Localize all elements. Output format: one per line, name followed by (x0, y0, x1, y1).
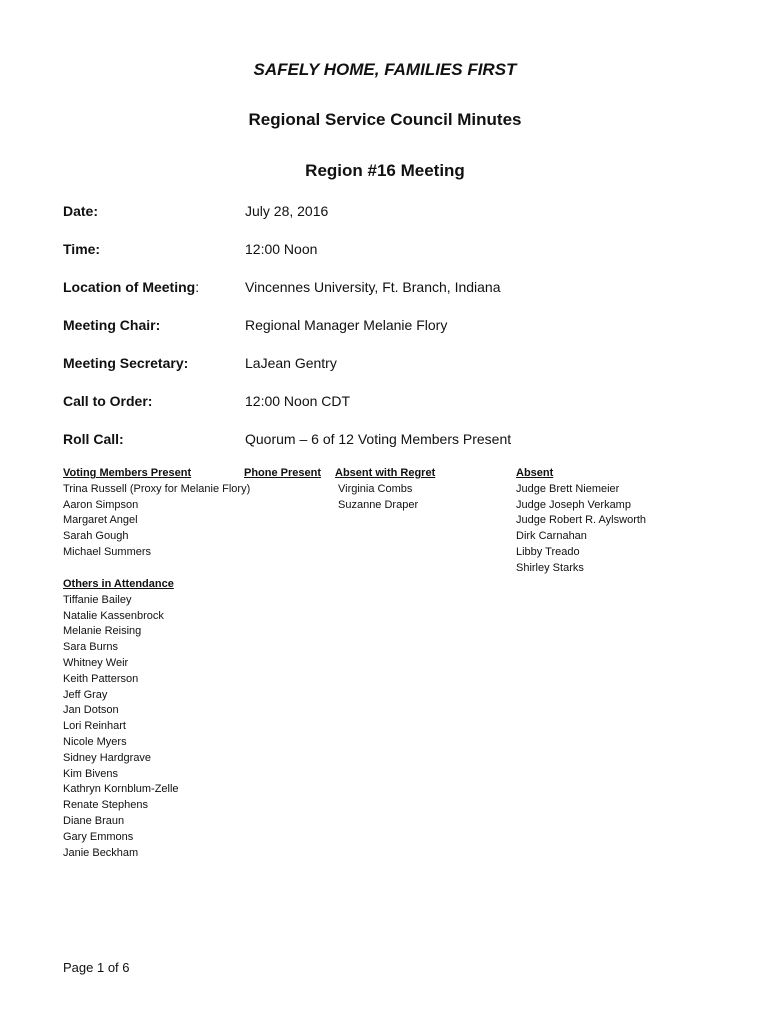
voting-members-present-list (63, 482, 250, 561)
absent-header: Absent (516, 467, 554, 479)
attendee-name: Kim Bivens (63, 767, 119, 780)
attendee-name: Janie Beckham (63, 846, 139, 859)
field-roll-call (63, 431, 723, 451)
field-label: Roll Call: (63, 431, 124, 447)
field-location (63, 279, 723, 299)
attendee-name: Diane Braun (63, 814, 125, 827)
attendee-name: Keith Patterson (63, 672, 139, 685)
attendee-name: Aaron Simpson (63, 498, 139, 511)
attendee-name: Suzanne Draper (338, 498, 419, 511)
field-value: Quorum – 6 of 12 Voting Members Present (245, 431, 512, 447)
absent-column (516, 466, 646, 577)
attendee-name: Melanie Reising (63, 625, 142, 638)
attendee-name: Whitney Weir (63, 656, 129, 669)
attendee-name: Judge Brett Niemeier (516, 482, 620, 495)
attendee-name: Jan Dotson (63, 704, 119, 717)
organization-title: SAFELY HOME, FAMILIES FIRST (253, 60, 517, 79)
others-in-attendance-list (63, 593, 179, 862)
absent-with-regret-header: Absent with Regret (335, 467, 436, 479)
voting-members-present-header: Voting Members Present (63, 467, 192, 479)
phone-present-column (244, 466, 321, 482)
field-value: Vincennes University, Ft. Branch, Indiana (245, 279, 501, 295)
field-value: 12:00 Noon (245, 241, 318, 257)
field-call-to-order (63, 393, 723, 413)
attendee-name: Nicole Myers (63, 735, 127, 748)
field-label: Meeting Secretary: (63, 355, 189, 371)
field-label: Call to Order: (63, 393, 153, 409)
attendee-name: Tiffanie Bailey (63, 593, 132, 606)
attendee-name: Sara Burns (63, 641, 119, 654)
voting-members-present-column (63, 466, 250, 561)
attendee-name: Gary Emmons (63, 830, 134, 843)
attendee-name: Sarah Gough (63, 530, 129, 543)
attendee-name: Judge Joseph Verkamp (516, 498, 631, 511)
page-number: Page 1 of 6 (63, 960, 130, 975)
attendee-name: Libby Treado (516, 545, 580, 558)
field-label: Date: (63, 203, 99, 219)
attendee-name: Lori Reinhart (63, 720, 126, 733)
phone-present-header: Phone Present (244, 467, 322, 479)
field-value: Regional Manager Melanie Flory (245, 317, 448, 333)
attendee-name: Jeff Gray (63, 688, 108, 701)
attendee-name: Michael Summers (63, 545, 152, 558)
field-label: Location of Meeting: (63, 279, 200, 295)
attendee-name: Dirk Carnahan (516, 530, 587, 543)
others-in-attendance-header: Others in Attendance (63, 578, 174, 590)
attendee-name: Shirley Starks (516, 561, 584, 574)
field-label: Time: (63, 241, 101, 257)
absent-with-regret-list (335, 482, 435, 514)
field-meeting-chair (63, 317, 723, 337)
attendee-name: Trina Russell (Proxy for Melanie Flory) (63, 482, 251, 495)
attendee-name: Judge Robert R. Aylsworth (516, 514, 647, 527)
field-label: Meeting Chair: (63, 317, 161, 333)
absent-list (516, 482, 646, 577)
attendee-name: Virginia Combs (338, 482, 413, 495)
others-in-attendance-column (63, 577, 179, 861)
attendee-name: Margaret Angel (63, 514, 138, 527)
attendee-name: Natalie Kassenbrock (63, 609, 164, 622)
field-value: July 28, 2016 (245, 203, 329, 219)
attendee-name: Kathryn Kornblum-Zelle (63, 783, 179, 796)
field-date (63, 203, 723, 223)
attendee-name: Renate Stephens (63, 799, 149, 812)
field-value: LaJean Gentry (245, 355, 337, 371)
meeting-title: Region #16 Meeting (305, 161, 465, 180)
field-value: 12:00 Noon CDT (245, 393, 351, 409)
field-meeting-secretary (63, 355, 723, 375)
attendee-name: Sidney Hardgrave (63, 751, 152, 764)
document-title: Regional Service Council Minutes (248, 110, 522, 129)
field-time (63, 241, 723, 261)
absent-with-regret-column (335, 466, 435, 513)
